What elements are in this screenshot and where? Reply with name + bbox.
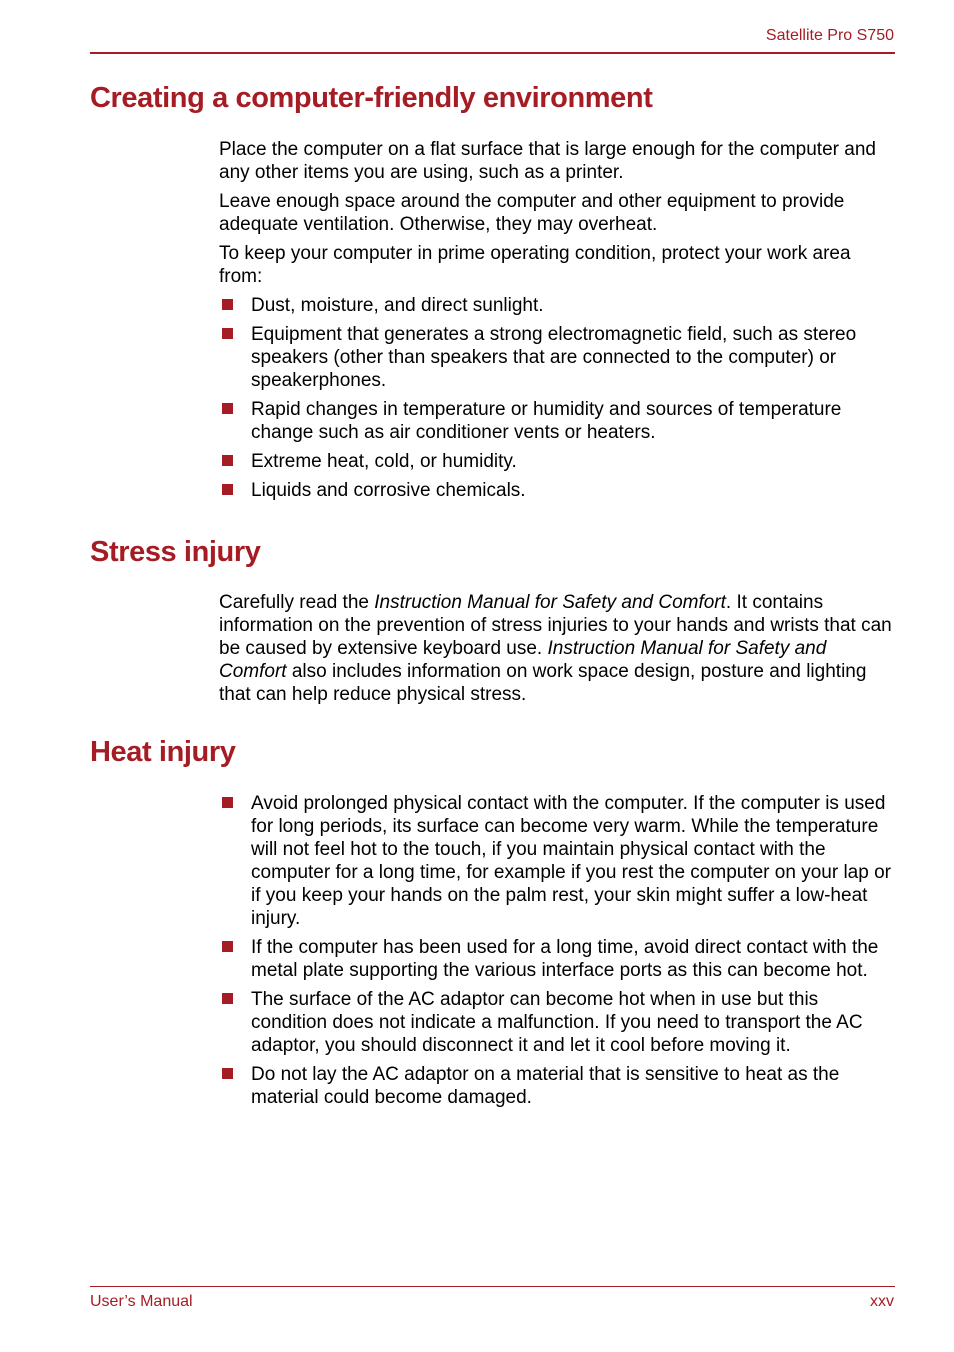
square-bullet-icon [222, 1068, 233, 1079]
square-bullet-icon [222, 403, 233, 414]
section-heading-stress-injury: Stress injury [90, 536, 261, 568]
list-item [219, 479, 899, 502]
square-bullet-icon [222, 455, 233, 466]
square-bullet-icon [222, 941, 233, 952]
list-item-text: Rapid changes in temperature or humidity and sources of temperature change such as air conditioner vents or heaters. [251, 399, 842, 443]
square-bullet-icon [222, 484, 233, 495]
header-rule [90, 52, 895, 54]
bullet-list [219, 294, 899, 502]
header-title: Satellite Pro S750 [765, 27, 894, 44]
section-body-stress-injury [219, 591, 899, 712]
footer-manual-label: User’s Manual [90, 1293, 193, 1310]
list-item [219, 450, 899, 473]
square-bullet-icon [222, 993, 233, 1004]
list-item-text: Equipment that generates a strong electromagnetic field, such as stereo speakers (other than speakers that are connected to the computer) or speakerphones. [251, 324, 857, 391]
paragraph: To keep your computer in prime operating condition, protect your work area from: [219, 243, 851, 287]
section-body-heat-injury [219, 792, 899, 1115]
list-item [219, 988, 899, 1057]
list-item [219, 323, 899, 392]
manual-title-reference: Instruction Manual for Safety and Comfort [374, 592, 726, 613]
section-heading-environment: Creating a computer-friendly environment [90, 82, 653, 114]
list-item-text: Extreme heat, cold, or humidity. [251, 451, 517, 472]
square-bullet-icon [222, 328, 233, 339]
section-body-environment [219, 138, 899, 508]
section-heading-heat-injury: Heat injury [90, 736, 236, 768]
paragraph: Leave enough space around the computer and other equipment to provide adequate ventilation. Otherwise, they may overheat. [219, 191, 845, 235]
list-item-text: Liquids and corrosive chemicals. [251, 480, 526, 501]
list-item [219, 398, 899, 444]
square-bullet-icon [222, 797, 233, 808]
paragraph-text: also includes information on work space design, posture and lighting that can help reduce physical stress. [219, 661, 867, 705]
paragraph-text: Carefully read the [219, 592, 375, 613]
bullet-list [219, 792, 899, 1109]
square-bullet-icon [222, 299, 233, 310]
paragraph [219, 591, 899, 706]
list-item [219, 1063, 899, 1109]
footer-rule [90, 1286, 895, 1287]
manual-title-reference: Instruction Manual for Safety and Comfort [219, 638, 827, 682]
list-item [219, 792, 899, 930]
list-item [219, 936, 899, 982]
page-number: xxv [870, 1293, 894, 1310]
paragraph: Place the computer on a flat surface that is large enough for the computer and any other items you are using, such as a printer. [219, 139, 876, 183]
paragraph-text: . It contains information on the prevention of stress injuries to your hands and wrists that can be caused by extensive keyboard use. [219, 592, 892, 659]
list-item-text: Do not lay the AC adaptor on a material that is sensitive to heat as the material could become damaged. [251, 1064, 840, 1108]
list-item-text: Dust, moisture, and direct sunlight. [251, 295, 544, 316]
list-item [219, 294, 899, 317]
list-item-text: If the computer has been used for a long time, avoid direct contact with the metal plate supporting the various interface ports as this can become hot. [251, 937, 879, 981]
list-item-text: Avoid prolonged physical contact with the computer. If the computer is used for long periods, its surface can become very warm. While the temperature will not feel hot to the touch, if you maintain physical contact with the computer for a long time, for example if you rest the computer on your lap or if you keep your hands on the palm rest, your skin might suffer a low-heat injury. [251, 793, 891, 929]
list-item-text: The surface of the AC adaptor can become hot when in use but this condition does not indicate a malfunction. If you need to transport the AC adaptor, you should disconnect it and let it cool before moving it. [251, 989, 863, 1056]
